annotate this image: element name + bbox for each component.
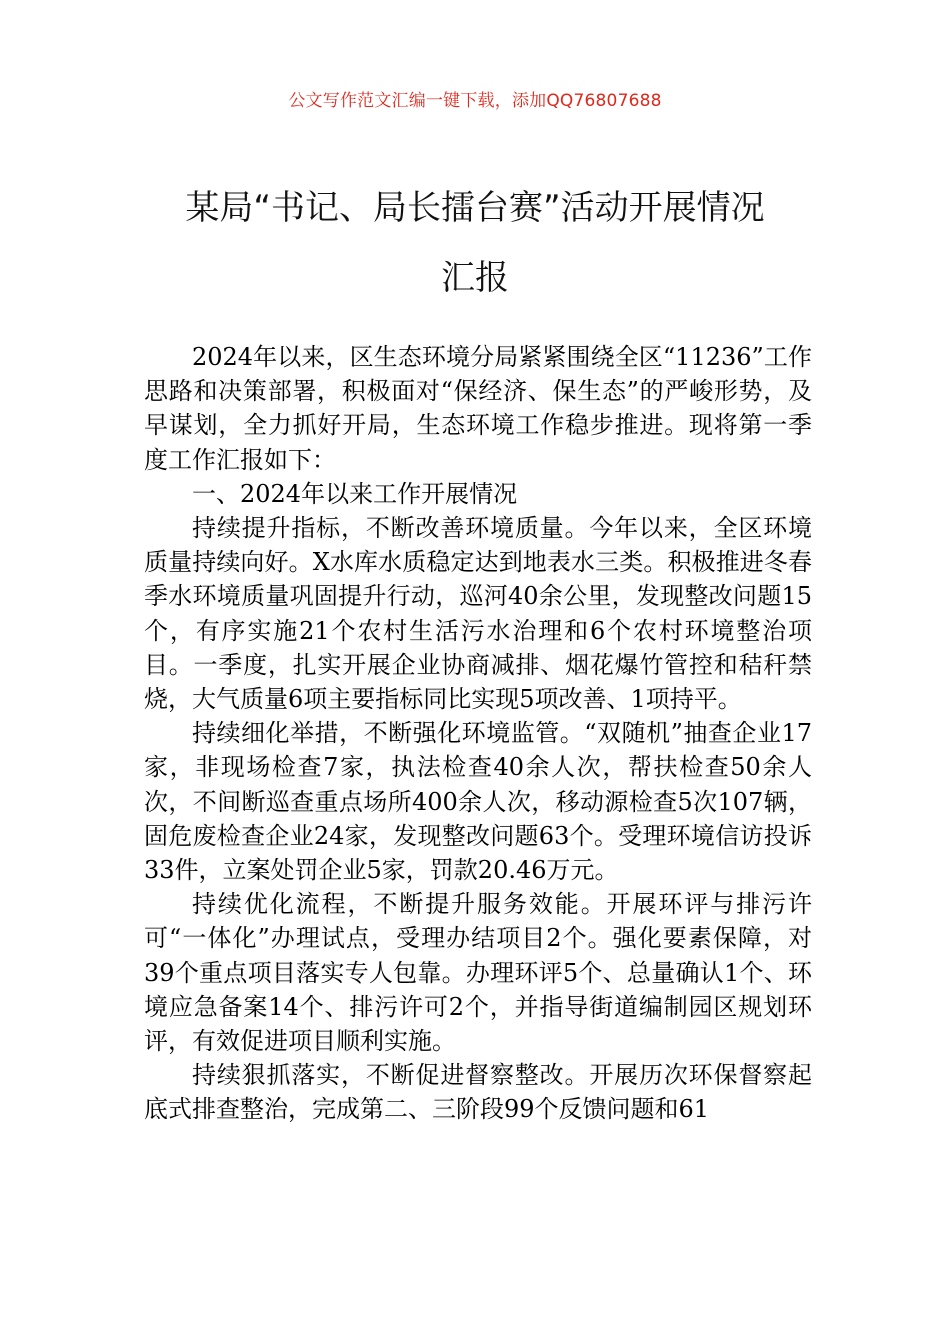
paragraph-inspection-rectification: 持续狠抓落实，不断促进督察整改。开展历次环保督察起底式排查整治，完成第二、三阶段99个反馈问题和61 (144, 1061, 812, 1124)
document-title-line-1: 某局“书记、局长擂台赛”活动开展情况 (185, 188, 765, 228)
section-heading-1: 一、2024年以来工作开展情况 (192, 479, 518, 508)
paragraph-environment-supervision: 持续细化举措，不断强化环境监管。“双随机”抽查企业17家，非现场检查7家，执法检查40余人次，帮扶检查50余人次，不间断巡查重点场所400余人次，移动源检查5次107辆，固危废检查企业24家，发现整改问题63个。受理环境信访投诉33件，立案处罚企业5家，罚款20.46万元。 (144, 719, 812, 885)
document-title-line-2: 汇报 (441, 258, 509, 298)
paragraph-environment-quality: 持续提升指标，不断改善环境质量。今年以来，全区环境质量持续向好。X水库水质稳定达到地表水三类。积极推进冬春季水环境质量巩固提升行动，巡河40余公里，发现整改问题15个，有序实施21个农村生活污水治理和6个农村环境整治项目。一季度，扎实开展企业协商减排、烟花爆竹管控和秸秆禁烧，大气质量6项主要指标同比实现5项改善、1项持平。 (144, 514, 812, 714)
paragraph-service-efficiency: 持续优化流程，不断提升服务效能。开展环评与排污许可“一体化”办理试点，受理办结项目2个。强化要素保障，对39个重点项目落实专人包靠。办理环评5个、总量确认1个、环境应急备案14个、排污许可2个，并指导街道编制园区规划环评，有效促进项目顺利实施。 (144, 890, 812, 1056)
header-download-note: 公文写作范文汇编一键下载，添加QQ76807688 (288, 91, 662, 111)
document-body (144, 340, 812, 1127)
paragraph-intro: 2024年以来，区生态环境分局紧紧围绕全区“11236”工作思路和决策部署，积极面对“保经济、保生态”的严峻形势，及早谋划，全力抓好开局，生态环境工作稳步推进。现将第一季度工作汇报如下： (144, 343, 812, 474)
